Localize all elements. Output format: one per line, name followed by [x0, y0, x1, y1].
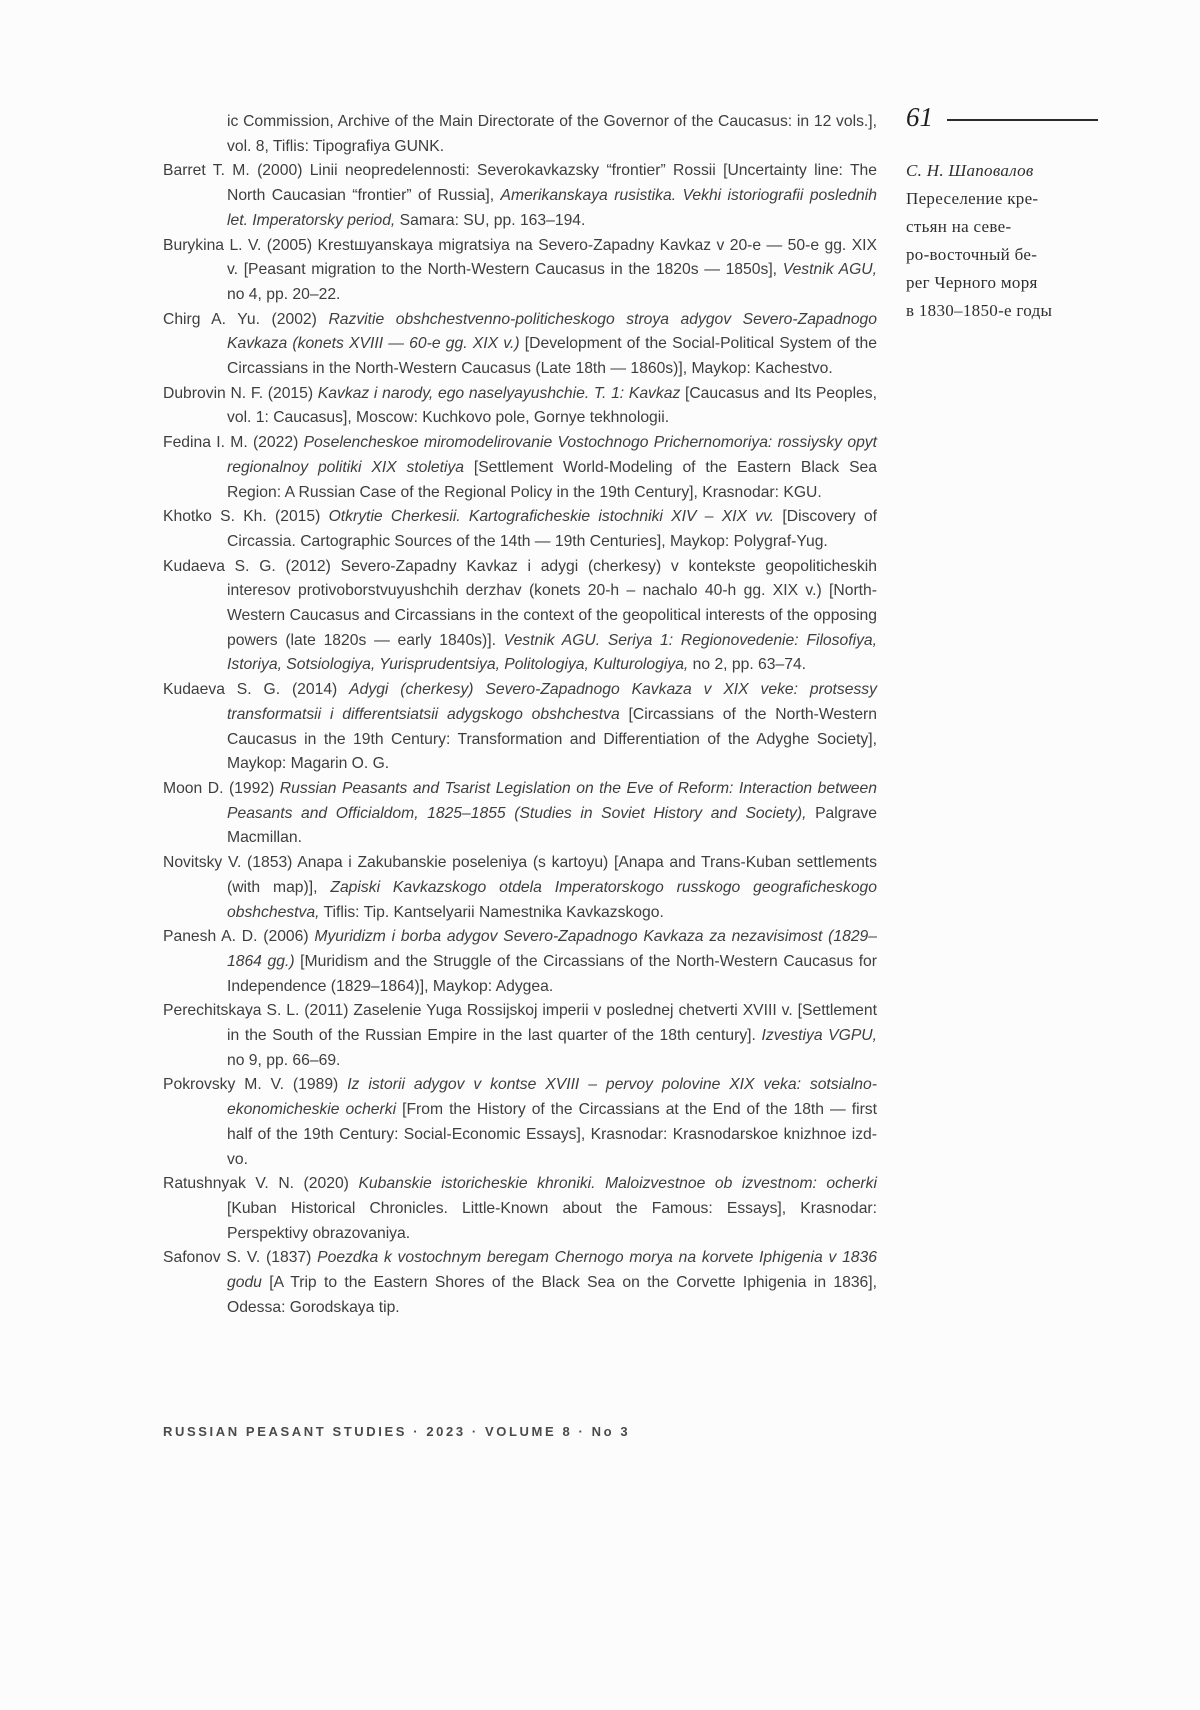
reference-entry	[163, 308, 877, 382]
reference-text: Novitsky V. (1853) Anapa i Zakubanskie poseleniya (s kartoyu) [Anapa and Trans-Kuban settlements (with map)],	[163, 854, 877, 896]
margin-author: С. Н. Шаповалов	[906, 161, 1034, 180]
reference-entry	[163, 1073, 877, 1172]
reference-text: no 4, pp. 20–22.	[227, 285, 341, 303]
reference-text: [Caucasus and Its Peoples, vol. 1: Caucasus], Moscow: Kuchkovo pole, Gornye tekhnologii.	[227, 384, 877, 427]
reference-title-italic: Razvitie obshchestvenno-politicheskogo stroya adygov Severo-Zapadnogo Kavkaza (konets XVIII — 60-e gg. XIX v.)	[227, 310, 877, 353]
reference-entry	[163, 851, 877, 925]
page-number-row	[906, 104, 1098, 131]
reference-text: Palgrave Macmillan.	[227, 804, 877, 847]
reference-title-italic: Otkrytie Cherkesii. Kartograficheskie istochniki XIV – XIX vv.	[328, 508, 775, 526]
reference-entry	[163, 431, 877, 505]
reference-text: Moon D. (1992)	[163, 779, 280, 797]
reference-title-italic: Poezdka k vostochnym beregam Chernogo morya na korvete Iphigenia v 1836 godu	[227, 1249, 877, 1292]
reference-text: no 2, pp. 63–74.	[688, 656, 807, 674]
reference-text: [Muridism and the Struggle of the Circassians of the North-Western Caucasus for Independence (1829–1864)], Maykop: Adygea.	[227, 952, 878, 995]
reference-text: [Kuban Historical Chronicles. Little-Known about the Famous: Essays], Krasnodar: Perspektivy obrazovaniya.	[227, 1199, 877, 1242]
reference-title-italic: Myuridizm i borba adygov Severo-Zapadnogo Kavkaza za nezavisimost (1829–1864 gg.)	[227, 928, 877, 970]
reference-title-italic: Vestnik AGU,	[782, 261, 877, 279]
reference-entry	[163, 555, 877, 679]
reference-entry	[163, 999, 877, 1073]
reference-title-italic: Amerikanskaya rusistika. Vekhi istoriografii poslednih let. Imperatorsky period,	[227, 187, 877, 229]
reference-text: Barret T. M. (2000) Linii neopredelennosti: Severokavkazsky “frontier” Rossii [Uncertainty line: The North Caucasian “frontier” of Russia],	[163, 162, 877, 205]
reference-text: Perechitskaya S. L. (2011) Zaselenie Yuga Rossijskoj imperii v poslednej chetverti XVIII v. [Settlement in the South of the Russian Empire in the last quarter of the 18th century].	[163, 1002, 877, 1045]
margin-column	[906, 104, 1098, 325]
reference-entry	[163, 234, 877, 308]
reference-text: Safonov S. V. (1837)	[163, 1249, 318, 1267]
references-list	[163, 110, 877, 1320]
reference-entry	[163, 925, 877, 999]
reference-text: [A Trip to the Eastern Shores of the Black Sea on the Corvette Iphigenia in 1836], Odessa: Gorodskaya tip.	[227, 1274, 877, 1316]
reference-entry	[163, 505, 877, 554]
page-number: 61	[906, 102, 933, 132]
reference-text: Tiflis: Tip. Kantselyarii Namestnika Kavkazskogo.	[319, 903, 664, 921]
reference-text: Panesh A. D. (2006)	[163, 928, 315, 946]
reference-title-italic: Kavkaz i narody, ego naselyayushchie. T. 1: Kavkaz	[317, 384, 681, 402]
reference-title-italic: Russian Peasants and Tsarist Legislation on the Eve of Reform: Interaction between Peasants and Officialdom, 1825–1855 (Studies in Soviet History and Society),	[227, 779, 877, 822]
reference-title-italic: Izvestiya VGPU,	[761, 1027, 877, 1045]
reference-text: [Discovery of Circassia. Cartographic Sources of the 14th — 19th Centuries], Maykop: Polygraf-Yug.	[227, 508, 877, 550]
reference-text: Dubrovin N. F. (2015)	[163, 384, 318, 402]
reference-text: [From the History of the Circassians at the End of the 18th — first half of the 19th Century: Social-Economic Essays], Krasnodar: Krasnodarskoe knizhnoe izd-vo.	[227, 1101, 877, 1168]
reference-text: Kudaeva S. G. (2012) Severo-Zapadny Kavkaz i adygi (cherkesy) v kontekste geopoliticheskih interesov protivoborstvuyushchih derzhav (konets 20-h – nachalo 40-h gg. XIX v.) [North-Western Caucasus and Circassians in the context of the geopolitical interests of the opposing powers (late 1820s — early 1840s)].	[163, 557, 877, 649]
reference-text: [Settlement World-Modeling of the Eastern Black Sea Region: A Russian Case of the Regional Policy in the 19th Century], Krasnodar: KGU.	[227, 458, 877, 501]
reference-title-italic: Vestnik AGU. Seriya 1: Regionovedenie: Filosofiya, Istoriya, Sotsiologiya, Yurisprudentsiya, Politologiya, Kulturologiya,	[227, 631, 877, 674]
margin-article-title: Переселение кре- стьян на севе- ро-восточный бе- рег Черного моря в 1830–1850-е годы	[906, 189, 1053, 320]
reference-text: Khotko S. Kh. (2015)	[163, 508, 329, 526]
reference-title-italic: Adygi (cherkesy) Severo-Zapadnogo Kavkaza v XIX veke: protsessy transformatsii i differentsiatsii adygskogo obshchestva	[227, 681, 877, 723]
reference-title-italic: Kubanskie istoricheskie khroniki. Maloizvestnoe ob izvestnom: ocherki	[358, 1175, 877, 1193]
reference-text: Burykina L. V. (2005) Krestшyanskaya migratsiya na Severo-Zapadny Kavkaz v 20-e — 50-e gg. XIX v. [Peasant migration to the North-Western Caucasus in the 1820s — 1850s],	[163, 236, 877, 279]
reference-title-italic: Zapiski Kavkazskogo otdela Imperatorskogo russkogo geograficheskogo obshchestva,	[227, 878, 878, 921]
reference-entry	[163, 1246, 877, 1320]
reference-text: [Development of the Social-Political System of the Circassians in the North-Western Caucasus (Late 18th — 1860s)], Maykop: Kachestvo.	[227, 335, 877, 378]
reference-text: ic Commission, Archive of the Main Directorate of the Governor of the Caucasus: in 12 vols.], vol. 8, Tiflis: Tipografiya GUNK.	[227, 113, 877, 155]
reference-entry	[163, 678, 877, 777]
reference-entry	[163, 1172, 877, 1246]
reference-text: Kudaeva S. G. (2014)	[163, 681, 350, 699]
reference-text: no 9, pp. 66–69.	[227, 1051, 341, 1069]
reference-text: Fedina I. M. (2022)	[163, 434, 304, 452]
reference-title-italic: Poselencheskoe miromodelirovanie Vostochnogo Prichernomoriya: rossiysky opyt regionalnoy politiki XIX stoletiya	[227, 434, 878, 476]
reference-entry	[163, 382, 877, 431]
reference-text: Samara: SU, pp. 163–194.	[395, 211, 586, 229]
reference-text: Pokrovsky M. V. (1989)	[163, 1076, 348, 1094]
reference-entry	[163, 159, 877, 233]
reference-entry	[163, 777, 877, 851]
reference-entry	[163, 110, 877, 159]
journal-footer: RUSSIAN PEASANT STUDIES · 2023 · VOLUME 8 · No 3	[163, 1424, 631, 1439]
reference-text: Ratushnyak V. N. (2020)	[163, 1175, 359, 1193]
reference-text: [Circassians of the North-Western Caucasus in the 19th Century: Transformation and Differentiation of the Adyghe Society], Maykop: Magarin O. G.	[227, 705, 877, 773]
reference-title-italic: Iz istorii adygov v kontse XVIII – pervoy polovine XIX veka: sotsialno-ekonomicheskie ocherki	[227, 1076, 877, 1119]
page-number-rule	[947, 119, 1098, 121]
reference-text: Chirg A. Yu. (2002)	[163, 310, 329, 328]
